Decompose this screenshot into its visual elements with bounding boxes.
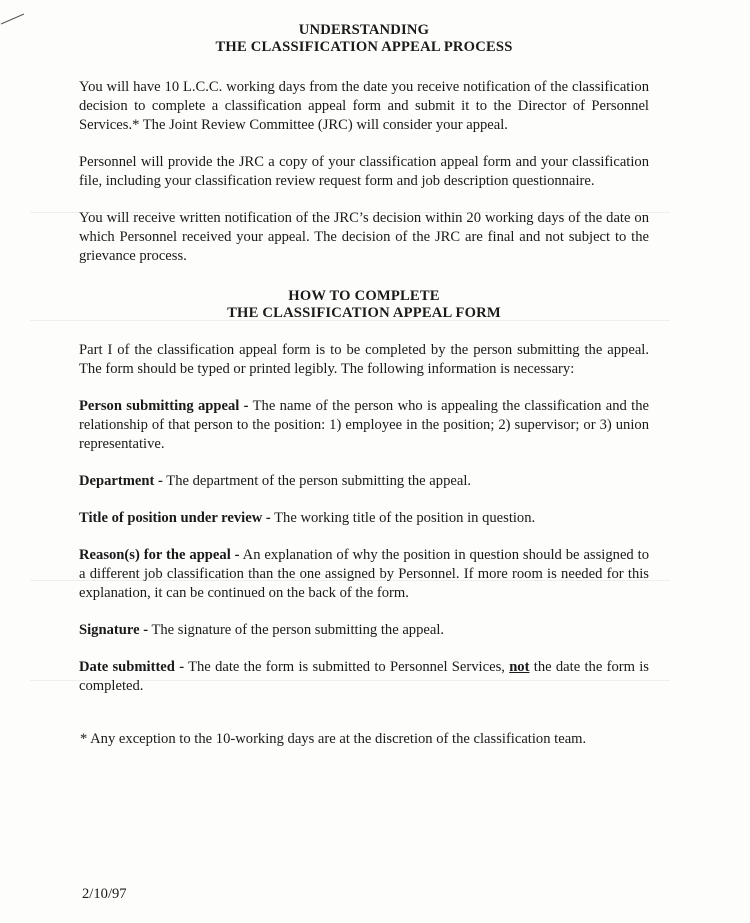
- item-text: An explanation of why the position in question should be assigned to a different job classification than the one assigned by Personnel. If more room is needed for this explanation, it can be continued on the back of the form.: [79, 547, 649, 601]
- item-person-submitting-appeal: [79, 397, 649, 454]
- paragraph-personnel-provides: Personnel will provide the JRC a copy of your classification appeal form and your classification file, including your classification review request form and job description questionnaire.: [79, 154, 649, 189]
- revision-date: 2/10/97: [82, 886, 127, 902]
- item-reasons-for-appeal: [79, 546, 649, 603]
- item-text: The department of the person submitting the appeal.: [162, 473, 472, 489]
- item-date-submitted: [79, 658, 649, 696]
- paragraph-part-one-intro: Part I of the classification appeal form is to be completed by the person submitting the appeal. The form should be typed or printed legibly. The following information is necessary:: [79, 342, 649, 377]
- item-title-of-position: [79, 509, 649, 528]
- item-text: The name of the person who is appealing the classification and the relationship of that person to the position: 1) employee in the position; 2) supervisor; or 3) union representative.: [79, 398, 649, 452]
- section-heading-how-to-complete: [79, 288, 649, 322]
- document-body: [79, 22, 649, 749]
- item-text: the date the form is completed.: [79, 659, 649, 694]
- heading-line: THE CLASSIFICATION APPEAL FORM: [227, 305, 501, 321]
- paragraph-notification: You will receive written notification of the JRC’s decision within 20 working days of the date on which Personnel received your appeal. The decision of the JRC are final and not subject to the grievance process.: [79, 210, 649, 264]
- heading-line: UNDERSTANDING: [298, 22, 430, 38]
- section-heading-understanding: [79, 22, 649, 56]
- item-term: Reason(s) for the appeal -: [79, 547, 240, 563]
- item-term: Department -: [79, 473, 163, 489]
- item-department: [79, 472, 649, 491]
- item-text: The signature of the person submitting the appeal.: [148, 622, 445, 638]
- emphasis-not: not: [509, 659, 530, 675]
- heading-line: THE CLASSIFICATION APPEAL PROCESS: [215, 39, 513, 55]
- item-signature: [79, 621, 649, 640]
- item-text: The working title of the position in question.: [270, 510, 536, 526]
- paragraph-deadline: You will have 10 L.C.C. working days from the date you receive notification of the classification decision to complete a classification appeal form and submit it to the Director of Personnel Services.* The Joint Review Committee (JRC) will consider your appeal.: [79, 79, 649, 133]
- pen-mark-icon: [0, 12, 26, 26]
- item-term: Date submitted -: [79, 659, 185, 675]
- item-text: The date the form is submitted to Personnel Services,: [184, 659, 510, 675]
- item-term: Person submitting appeal -: [79, 398, 249, 414]
- item-term: Title of position under review -: [79, 510, 271, 526]
- item-term: Signature -: [79, 622, 149, 638]
- heading-line: HOW TO COMPLETE: [288, 288, 440, 304]
- footnote: * Any exception to the 10-working days are at the discretion of the classification team.: [80, 731, 587, 747]
